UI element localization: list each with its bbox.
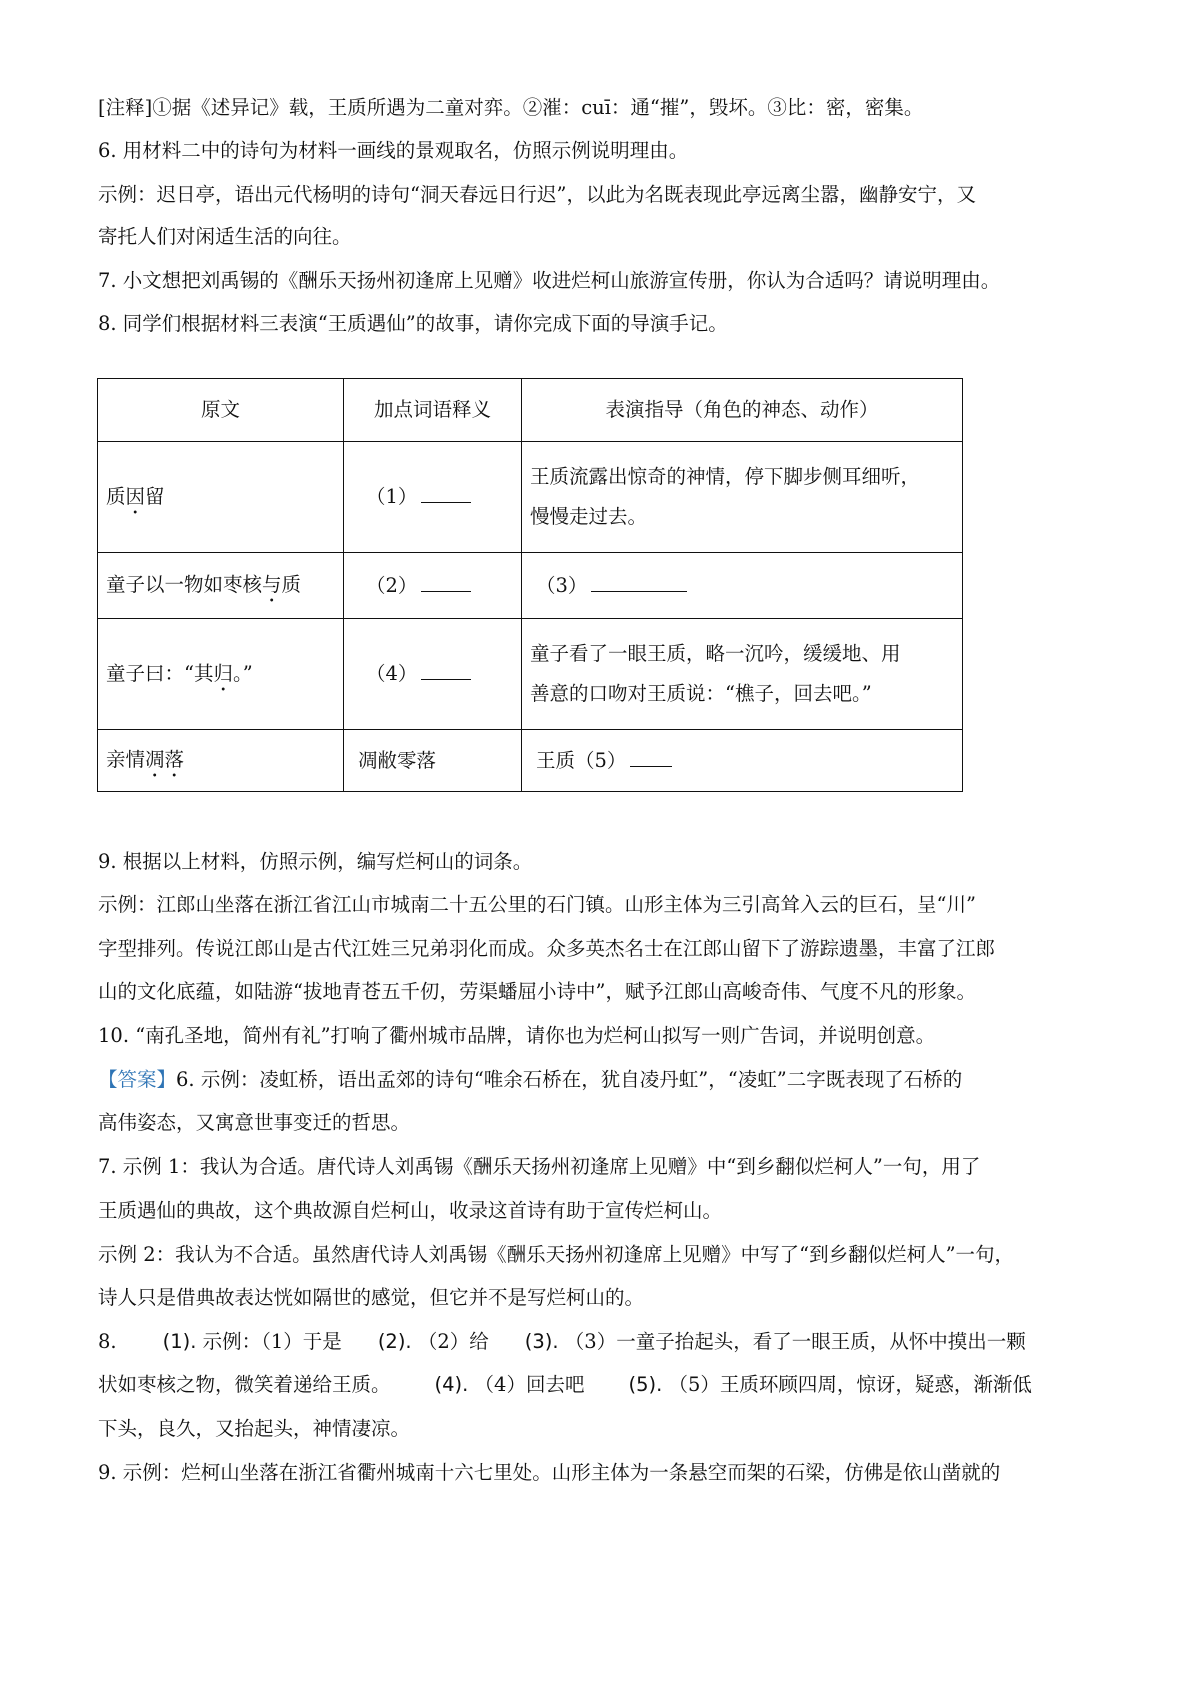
table-row <box>98 553 963 619</box>
table-row <box>98 619 963 730</box>
annotation-note: [注释]①据《述异记》载，王质所遇为二童对弈。②漼：cuī：通“摧”，毁坏。③比：密，密集。 <box>98 96 924 119</box>
question-7: 7. 小文想把刘禹锡的《酬乐天扬州初逢席上见赠》收进烂柯山旅游宣传册，你认为合适吗？请说明理由。 <box>98 269 1001 292</box>
dotted-word: 因 <box>125 484 146 508</box>
guide-cell: 王质（5） <box>522 730 963 792</box>
director-notes-table <box>97 378 963 792</box>
dotted-word: 凋落 <box>145 748 185 771</box>
dotted-word: 归 <box>213 661 233 685</box>
header-original-text: 原文 <box>98 379 344 442</box>
guide-cell: 童子看了一眼王质，略一沉吟，缓缓地、用 善意的口吻对王质说：“樵子，回去吧。” <box>522 619 963 730</box>
answer-7-example-2-line-1: 示例 2：我认为不合适。虽然唐代诗人刘禹锡《酬乐天扬州初逢席上见赠》中写了“到乡翻似烂柯人”一句， <box>98 1243 1015 1266</box>
meaning-cell: （2） <box>344 553 522 619</box>
original-cell: 童子以一物如枣核与质 <box>98 553 344 619</box>
answer-blank[interactable] <box>421 661 471 680</box>
answer-8-line-2: 状如枣核之物，微笑着递给王质。 (4). （4）回去吧 (5). （5）王质环顾四周，惊讶，疑惑，渐渐低 <box>98 1373 1032 1396</box>
question-6-example-line-1: 示例：迟日亭，语出元代杨明的诗句“洞天春远日行迟”，以此为名既表现此亭远离尘嚣，幽静安宁，又 <box>98 183 976 206</box>
original-cell: 亲情凋落 <box>98 730 344 792</box>
header-performance-guide: 表演指导（角色的神态、动作） <box>522 379 963 442</box>
table-row <box>98 730 963 792</box>
meaning-cell: （1） <box>344 442 522 553</box>
table-row <box>98 442 963 553</box>
meaning-cell: （4） <box>344 619 522 730</box>
answer-7-example-1-line-2: 王质遇仙的典故，这个典故源自烂柯山，收录这首诗有助于宣传烂柯山。 <box>98 1199 723 1222</box>
answer-blank[interactable] <box>591 573 687 592</box>
answer-blank[interactable] <box>421 573 471 592</box>
question-9: 9. 根据以上材料，仿照示例，编写烂柯山的词条。 <box>98 850 533 873</box>
answer-blank[interactable] <box>421 484 471 503</box>
question-6: 6. 用材料二中的诗句为材料一画线的景观取名，仿照示例说明理由。 <box>98 139 689 162</box>
answer-6-line-1: 【答案】6. 示例：凌虹桥，语出孟郊的诗句“唯余石桥在，犹自凌丹虹”，“凌虹”二字既表现了石桥的 <box>98 1068 963 1091</box>
guide-cell: 王质流露出惊奇的神情，停下脚步侧耳细听， 慢慢走过去。 <box>522 442 963 553</box>
answer-7-example-2-line-2: 诗人只是借典故表达恍如隔世的感觉，但它并不是写烂柯山的。 <box>98 1286 645 1309</box>
original-cell: 质因留 <box>98 442 344 553</box>
answer-8-line-1: 8. (1). 示例：（1）于是 (2). （2）给 (3). （3）一童子抬起头，看了一眼王质，从怀中摸出一颗 <box>98 1330 1026 1353</box>
answer-6-line-2: 高伟姿态，又寓意世事变迁的哲思。 <box>98 1111 411 1134</box>
answer-9-line-1: 9. 示例：烂柯山坐落在浙江省衢州城南十六七里处。山形主体为一条悬空而架的石梁，仿佛是依山凿就的 <box>98 1461 1001 1484</box>
answer-8-line-3: 下头，良久，又抬起头，神情凄凉。 <box>98 1417 411 1440</box>
guide-cell: （3） <box>522 553 963 619</box>
answer-tag: 【答案】 <box>98 1068 177 1091</box>
question-9-example-line-3: 山的文化底蕴，如陆游“拔地青苍五千仞，劳渠蟠屈小诗中”，赋予江郎山高峻奇伟、气度不凡的形象。 <box>98 980 976 1003</box>
question-9-example-line-1: 示例：江郎山坐落在浙江省江山市城南二十五公里的石门镇。山形主体为三引高耸入云的巨石，呈“川” <box>98 893 976 916</box>
answer-blank[interactable] <box>630 748 672 767</box>
answer-7-example-1-line-1: 7. 示例 1：我认为合适。唐代诗人刘禹锡《酬乐天扬州初逢席上见赠》中“到乡翻似烂柯人”一句，用了 <box>98 1155 981 1178</box>
question-9-example-line-2: 字型排列。传说江郎山是古代江姓三兄弟羽化而成。众多英杰名士在江郎山留下了游踪遗墨，丰富了江郎 <box>98 937 996 960</box>
table-header-row <box>98 379 963 442</box>
question-6-example-line-2: 寄托人们对闲适生活的向往。 <box>98 225 352 248</box>
header-word-meaning: 加点词语释义 <box>344 379 522 442</box>
dotted-word: 与 <box>262 573 282 596</box>
question-10: 10. “南孔圣地，简州有礼”打响了衢州城市品牌，请你也为烂柯山拟写一则广告词，并说明创意。 <box>98 1024 936 1047</box>
question-8: 8. 同学们根据材料三表演“王质遇仙”的故事，请你完成下面的导演手记。 <box>98 312 728 335</box>
original-cell: 童子曰：“其归。” <box>98 619 344 730</box>
meaning-cell: 凋敝零落 <box>344 730 522 792</box>
